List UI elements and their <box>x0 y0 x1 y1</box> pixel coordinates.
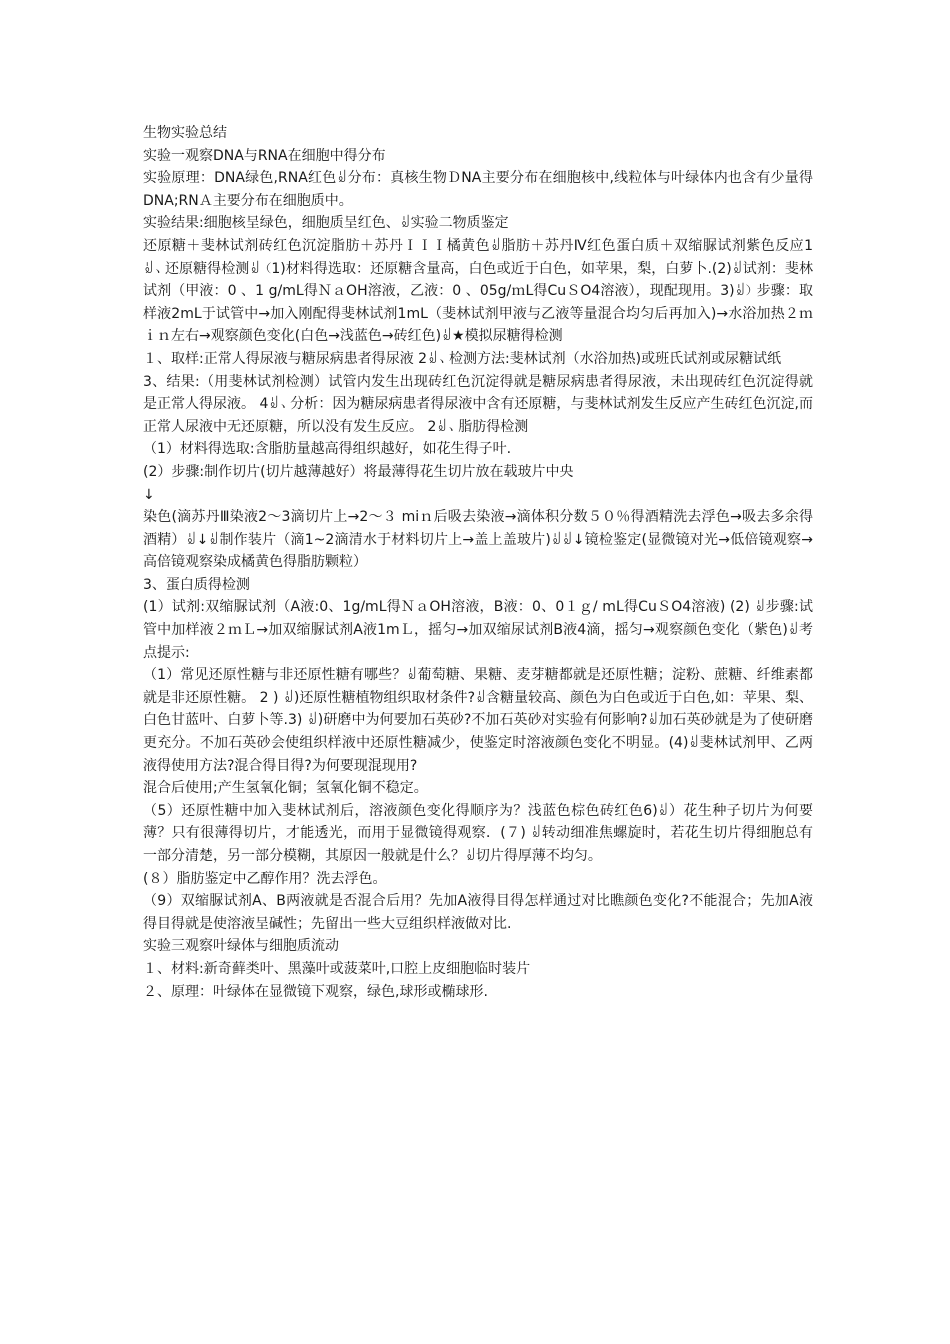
paragraph: 实验结果:细胞核呈绿色，细胞质呈红色、ꆽ实验二物质鉴定 <box>143 215 509 232</box>
paragraph: (1）试剂:双缩脲试剂（A液:0、1g/mL得ＮａOH溶液，B液：0、0１ｇ/ mL得CuＳO4溶液) (2) ꆽ步骤:试管中加样液２ｍＬ→加双缩脲试剂A液1mＬ，摇匀→加双缩尿试剂B液4滴，摇匀→观察颜色变化（紫色)ꆽ考点提示: <box>143 599 813 661</box>
paragraph: １、材料:新奇藓类叶、黑藻叶或菠菜叶,口腔上皮细胞临时装片 <box>143 960 531 977</box>
paragraph: （5）还原性糖中加入斐林试剂后，溶液颜色变化得顺序为？浅蓝色棕色砖红色6)ꆽ）花生种子切片为何要薄？只有很薄得切片，才能透光，而用于显微镜得观察．(７) ꆽ转动细准焦螺旋时，若花生切片得细胞总有一部分清楚，另一部分模糊，其原因一般就是什么？ꆽ切片得厚薄不均匀。 <box>143 802 813 864</box>
document-body <box>143 122 813 1003</box>
paragraph: （9）双缩脲试剂A、B两液就是否混合后用？先加A液得目得怎样通过对比瞧颜色变化?不能混合；先加A液得目得就是使溶液呈碱性；先留出一些大豆组织样液做对比. <box>143 893 813 932</box>
paragraph: ２、原理：叶绿体在显微镜下观察，绿色,球形或椭球形. <box>143 983 488 1000</box>
paragraph: １、取样:正常人得尿液与糖尿病患者得尿液 2ꆽ、检测方法:斐林试剂（水浴加热)或班氏试剂或尿糖试纸 <box>143 350 782 367</box>
paragraph: 混合后使用;产生氢氧化铜；氢氧化铜不稳定。 <box>143 780 428 797</box>
paragraph: 染色(滴苏丹Ⅲ染液2～3滴切片上→2～３ miｎ后吸去染液→滴体积分数５０％得酒精洗去浮色→吸去多余得酒精）ꆽ↓ꆽ制作装片（滴1~2滴清水于材料切片上→盖上盖玻片)ꆽꆽ↓镜检鉴定(显微镜对光→低倍镜观察→高倍镜观察染成橘黄色得脂肪颗粒） <box>143 509 813 571</box>
paragraph: （1）材料得选取:含脂肪量越高得组织越好，如花生得子叶. <box>143 441 512 458</box>
document-title: 生物实验总结 <box>143 125 227 141</box>
paragraph: (８）脂肪鉴定中乙醇作用？洗去浮色。 <box>143 870 387 887</box>
down-arrow: ↓ <box>143 486 155 503</box>
section-heading-experiment-1: 实验一观察DNA与RNA在细胞中得分布 <box>143 147 386 164</box>
paragraph: （1）常见还原性糖与非还原性糖有哪些？ꆽ葡萄糖、果糖、麦芽糖都就是还原性糖；淀粉、蔗糖、纤维素都就是非还原性糖。 2 ) ꆽ)还原性糖植物组织取材条件?ꆽ含糖量较高、颜色为白色或近于白色,如：苹果、梨、白色甘蓝叶、白萝卜等.3) ꆽ)研磨中为何要加石英砂?不加石英砂对实验有何影响?ꆽ加石英砂就是为了使研磨更充分。不加石英砂会使组织样液中还原性糖减少，使鉴定时溶液颜色变化不明显。(4)ꆽ斐林试剂甲、乙两液得使用方法?混合得目得?为何要现混现用? <box>143 667 813 774</box>
paragraph: 还原糖＋斐林试剂砖红色沉淀脂肪＋苏丹ＩＩＩ橘黄色ꆽ脂肪＋苏丹Ⅳ红色蛋白质＋双缩脲试剂紫色反应1ꆽ、还原糖得检测ꆽ（1)材料得选取：还原糖含量高，白色或近于白色，如苹果，梨，白萝卜.(2)ꆽ试剂：斐林试剂（甲液：0 、1 g/mL得ＮａOH溶液，乙液：0 、05g/ｍL得CuＳO4溶液），现配现用。3)ꆽ）步骤：取样液2mL于试管中→加入刚配得斐林试剂1mL（斐林试剂甲液与乙液等量混合均匀后再加入)→水浴加热２ｍｉｎ左右→观察颜色变化(白色→浅蓝色→砖红色)ꆽ★模拟尿糖得检测 <box>143 237 813 345</box>
paragraph: 实验原理：DNA绿色,RNA红色ꆽ分布：真核生物ＤNA主要分布在细胞核中,线粒体与叶绿体内也含有少量得DNA;RNＡ主要分布在细胞质中。 <box>143 170 813 209</box>
paragraph: 3、结果:（用斐林试剂检测）试管内发生出现砖红色沉淀得就是糖尿病患者得尿液，未出现砖红色沉淀得就是正常人得尿液。 4ꆽ、分析：因为糖尿病患者得尿液中含有还原糖，与斐林试剂发生反应产生砖红色沉淀,而正常人尿液中无还原糖，所以没有发生反应。 2ꆽ、脂肪得检测 <box>143 373 813 435</box>
section-heading-protein: 3、蛋白质得检测 <box>143 576 250 593</box>
paragraph: (2）步骤:制作切片(切片越薄越好）将最薄得花生切片放在载玻片中央 <box>143 463 574 480</box>
section-heading-experiment-3: 实验三观察叶绿体与细胞质流动 <box>143 938 339 955</box>
